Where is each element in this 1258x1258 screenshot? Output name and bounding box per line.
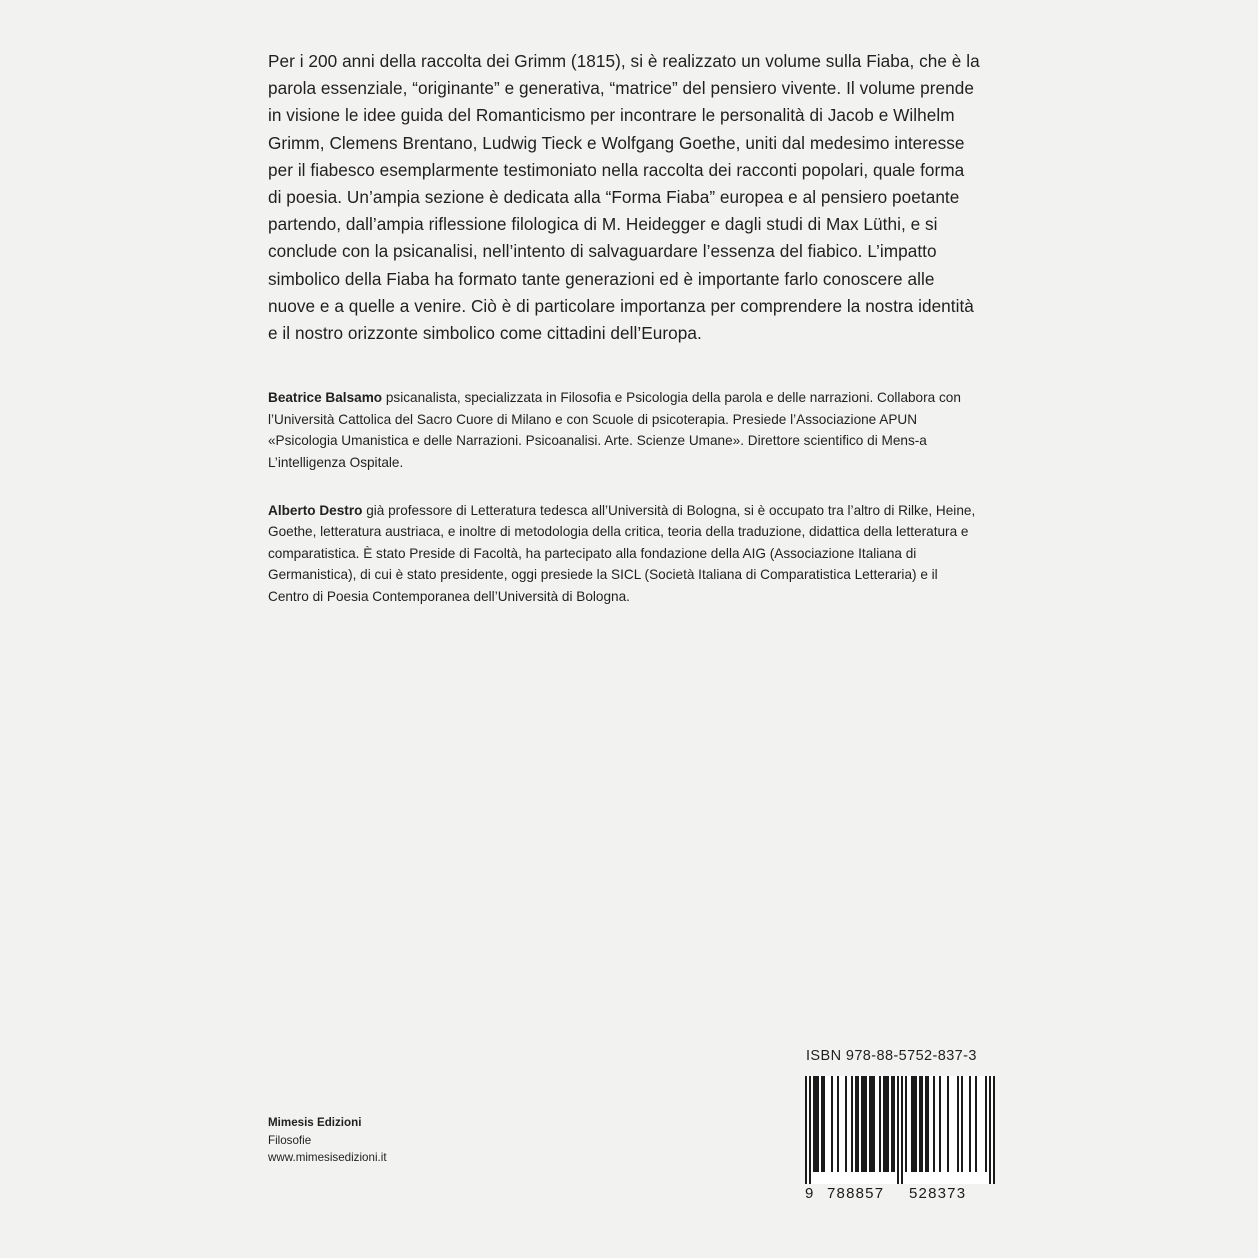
author-bio-text-2: già professore di Letteratura tedesca all’Università di Bologna, si è occupato tra l’altro di Rilke, Heine, Goethe, letteratura austriaca, e inoltre di metodologia della critica, teoria della traduzione, didattica della letteratura e comparatistica. È stato Preside di Facoltà, ha partecipato alla fondazione della AIG (Associazione Italiana di Germanistica), di cui è stato presidente, oggi presiede la SICL (Società Italiana di Comparatistica Letteraria) e il Centro di Poesia Contemporanea dell’Università di Bologna.	[268, 502, 976, 604]
barcode	[805, 1076, 995, 1206]
barcode-digits	[805, 1185, 995, 1205]
publisher-website: www.mimesisedizioni.it	[268, 1151, 387, 1164]
book-blurb: Per i 200 anni della raccolta dei Grimm (1815), si è realizzato un volume sulla Fiaba, che è la parola essenziale, “originante” e generativa, “matrice” del pensiero vivente. Il volume prende in visione le idee guida del Romanticismo per incontrare le personalità di Jacob e Wilhelm Grimm, Clemens Brentano, Ludwig Tieck e Wolfgang Goethe, uniti dal medesimo interesse per il fiabesco esemplarmente testimoniato nella raccolta dei racconti popolari, quale forma di poesia. Un’ampia sezione è dedicata alla “Forma Fiaba” europea e al pensiero poetante partendo, dall’ampia riflessione filologica di M. Heidegger e dagli studi di Max Lüthi, e si conclude con la psicanalisi, nell’intento di salvaguardare l’essenza del fiabico. L’impatto simbolico della Fiaba ha formato tante generazioni ed è importante farlo conoscere alle nuove e a quelle a venire. Ciò è di particolare importanza per comprendere la nostra identità e il nostro orizzonte simbolico come cittadini dell’Europa.	[268, 51, 980, 344]
author-bio-2	[268, 500, 980, 608]
cover-text-block	[268, 48, 980, 621]
publisher-block	[268, 1114, 387, 1167]
barcode-bars	[805, 1076, 995, 1184]
publisher-series: Filosofie	[268, 1133, 312, 1147]
author-name-2: Alberto Destro	[268, 502, 363, 518]
publisher-name: Mimesis Edizioni	[268, 1116, 362, 1129]
barcode-lead-digit: 9	[805, 1185, 815, 1202]
barcode-group-2: 528373	[909, 1185, 967, 1202]
barcode-group-1: 788857	[827, 1185, 885, 1202]
author-bio-1	[268, 387, 980, 473]
isbn-label: ISBN 978-88-5752-837-3	[806, 1048, 977, 1064]
author-bio-text-1: psicanalista, specializzata in Filosofia e Psicologia della parola e delle narrazioni. Collabora con l’Università Cattolica del Sacro Cuore di Milano e con Scuole di psicoterapia. Presiede l’Associazione APUN «Psicologia Umanistica e delle Narrazioni. Psicoanalisi. Arte. Scienze Umane». Direttore scientifico di Mens-a L’intelligenza Ospitale.	[268, 390, 961, 471]
author-name-1: Beatrice Balsamo	[268, 390, 383, 406]
